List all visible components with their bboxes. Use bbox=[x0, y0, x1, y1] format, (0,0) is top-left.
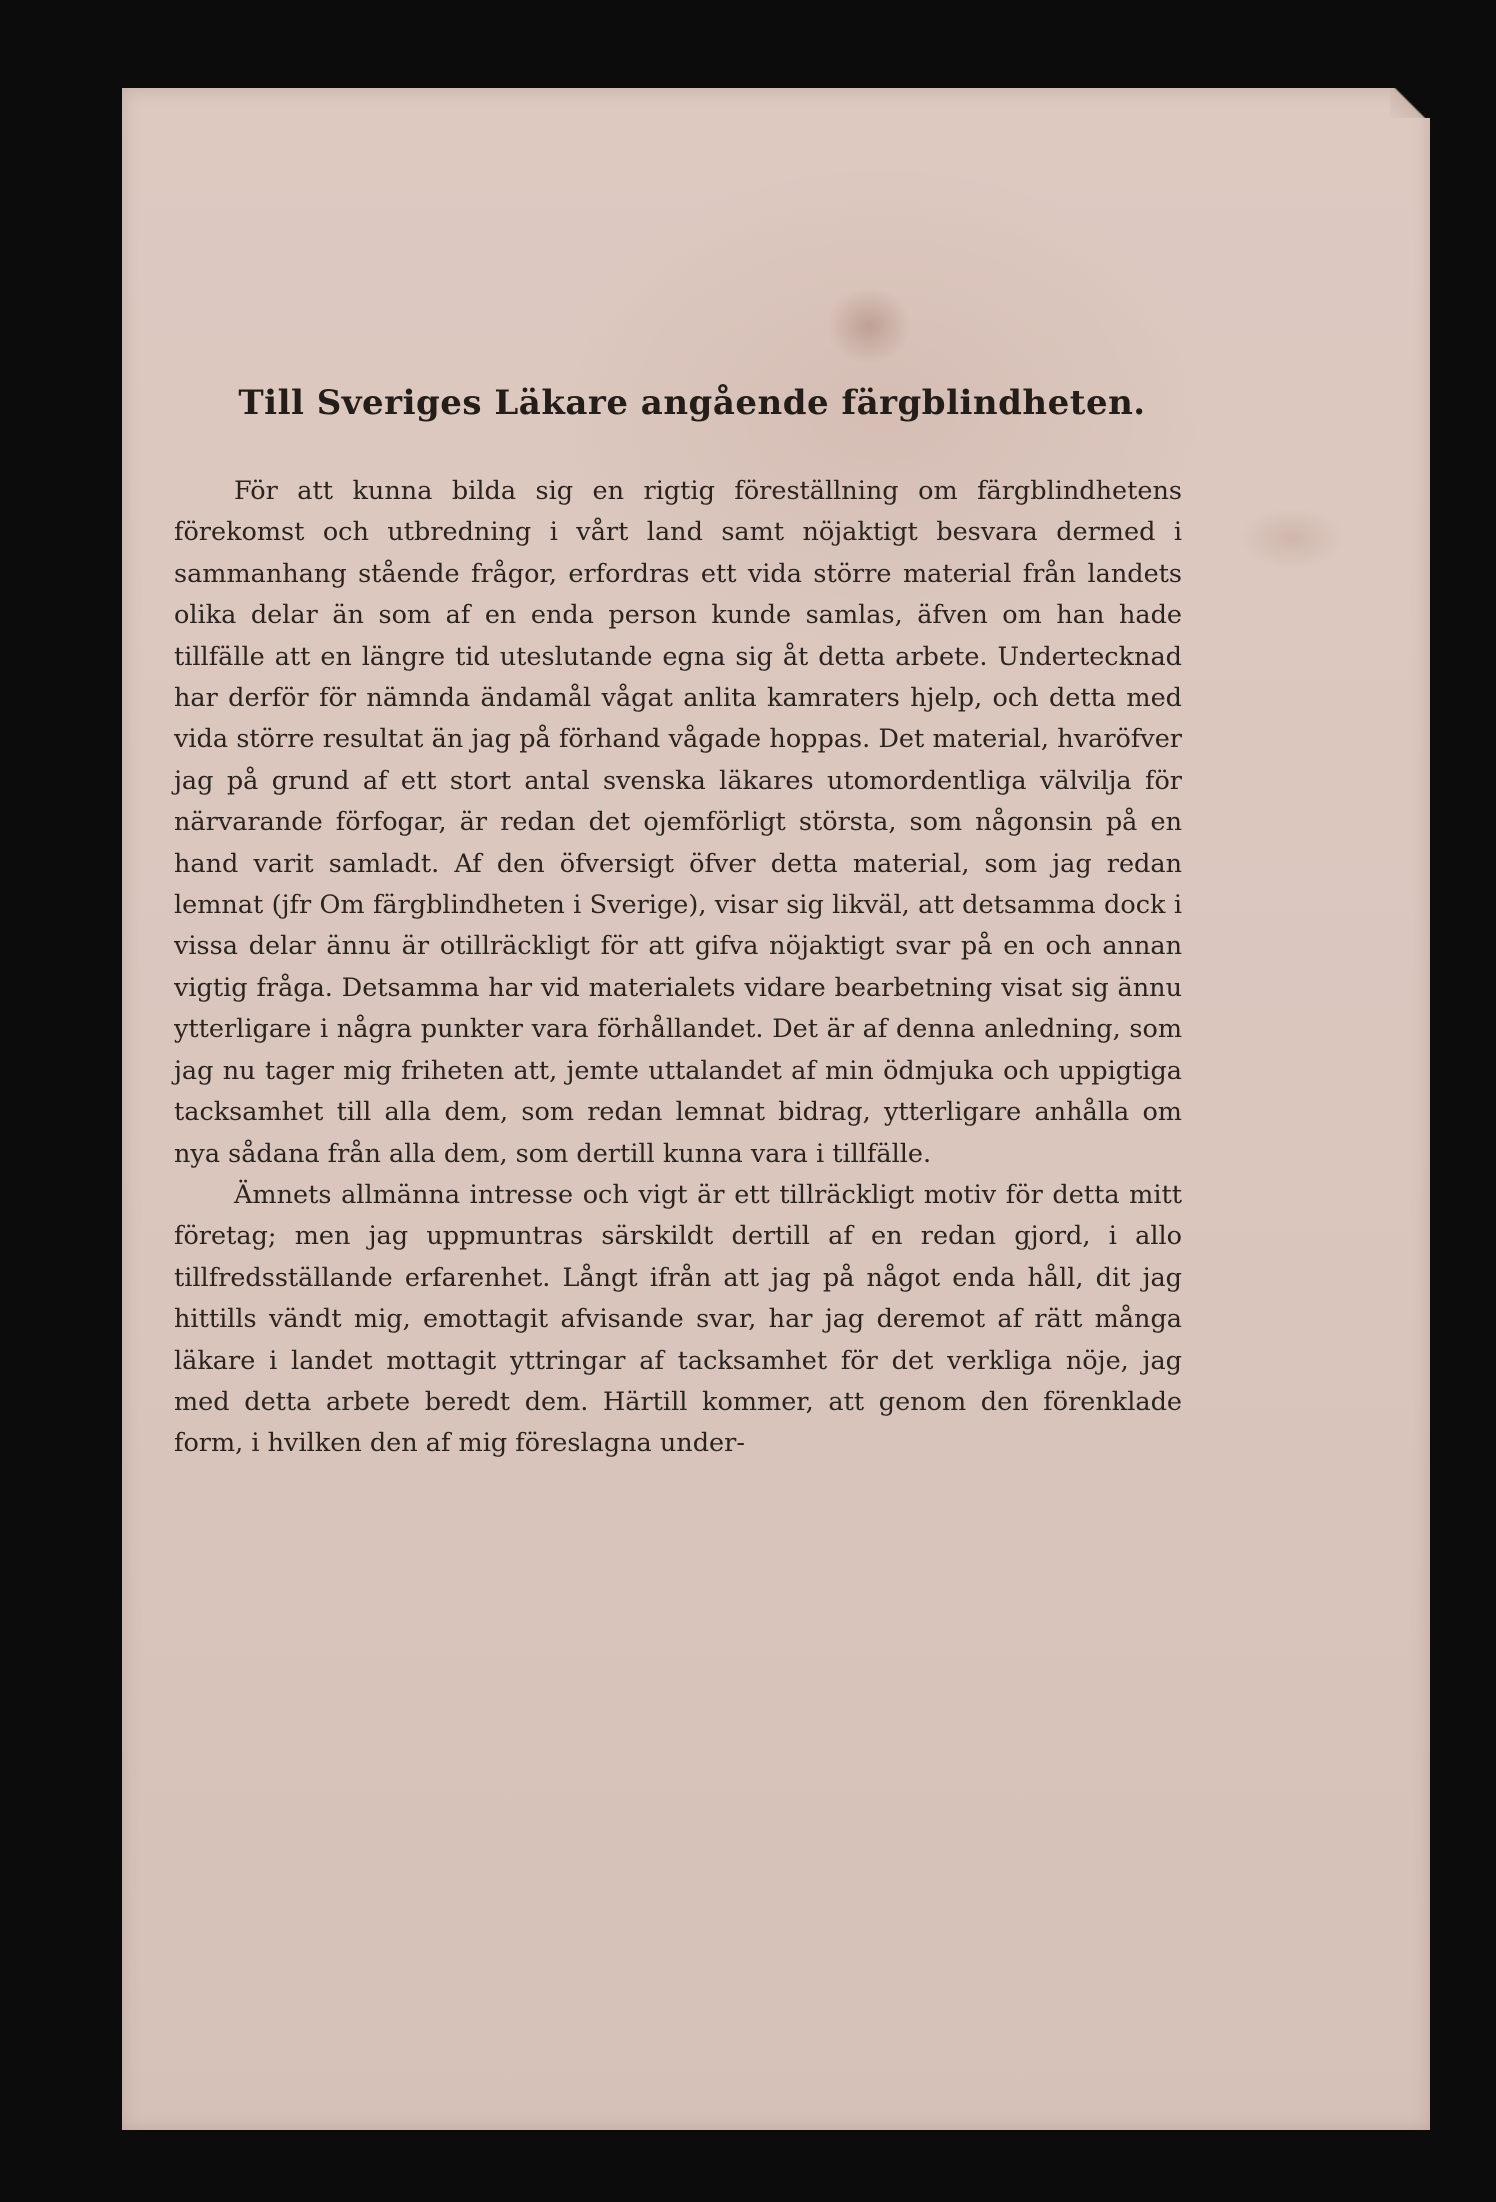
paragraph-2: Ämnets allmänna intresse och vigt är ett tillräckligt motiv för detta mitt företag; men jag uppmuntras särskildt dertill af en redan gjord, i allo tillfredsställande erfarenhet. Långt ifrån att jag på något enda håll, dit jag hittills vändt mig, emottagit afvisande svar, har jag deremot af rätt många läkare i landet mottagit yttringar af tacksamhet för det verkliga nöje, jag med detta arbete beredt dem. Härtill kommer, att genom den förenklade form, i hvilken den af mig föreslagna under- bbox=[174, 1179, 1182, 1459]
document-body bbox=[174, 383, 1182, 1465]
paragraph-1: För att kunna bilda sig en rigtig föreställning om färgblindhetens förekomst och utbredning i vårt land samt nöjaktigt besvara dermed i sammanhang stående frågor, erfordras ett vida större material från landets olika delar än som af en enda person kunde samlas, äfven om han hade tillfälle att en längre tid uteslutande egna sig åt detta arbete. Undertecknad har derför för nämnda ändamål vågat anlita kamraters hjelp, och detta med vida större resultat än jag på förhand vågade hoppas. Det material, hvaröfver jag på grund af ett stort antal svenska läkares utomordentliga välvilja för närvarande förfogar, är redan det ojemförligt största, som någonsin på en hand varit samladt. Af den öfversigt öfver detta material, som jag redan lemnat (jfr Om färgblindheten i Sverige), visar sig likväl, att detsamma dock i vissa delar ännu är otillräckligt för att gifva nöjaktigt svar på en och annan vigtig fråga. Detsamma har vid materialets vidare bearbetning visat sig ännu ytterligare i några punkter vara förhållandet. Det är af denna anledning, som jag nu tager mig friheten att, jemte uttalandet af min ödmjuka och uppigtiga tacksamhet till alla dem, som redan lemnat bidrag, ytterligare anhålla om nya sådana från alla dem, som dertill kunna vara i tillfälle. bbox=[174, 476, 1182, 1169]
torn-corner bbox=[1390, 88, 1430, 118]
page-title: Till Sveriges Läkare angående färgblindheten. bbox=[238, 383, 1146, 423]
